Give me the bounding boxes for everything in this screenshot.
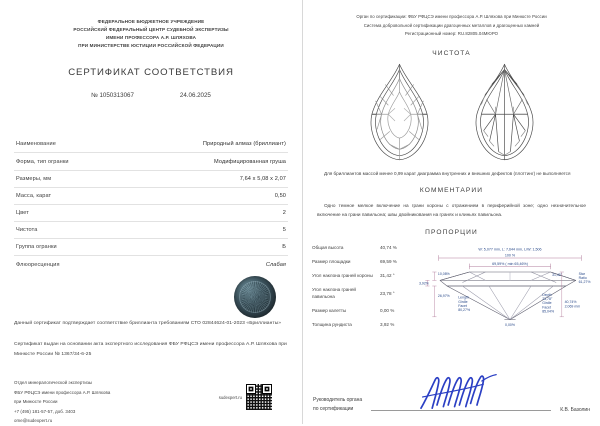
right-panel	[303, 0, 600, 424]
prop-value: 69,59 %	[380, 259, 397, 265]
org-line-4: ПРИ МИНИСТЕРСТВЕ ЮСТИЦИИ РОССИЙСКОЙ ФЕДЕРАЦИИ	[78, 43, 224, 49]
diagram-crown-angle: 31,42°	[552, 272, 563, 277]
contact-department: Отдел минералогической экспертизы	[14, 380, 93, 386]
diagram-star-ratio-label-2: Ratio	[578, 275, 587, 280]
proportions-table	[311, 242, 415, 333]
spec-value: Б	[282, 244, 286, 251]
signature-row	[313, 396, 590, 415]
signature-label	[313, 396, 362, 415]
legal-statement-basis: Сертификат выдан на основании акта экспертного исследования ФБУ РФЦСЭ имени профессора А.Р. Шляхова при Минюсте России № 1367/34-6-25	[14, 342, 287, 357]
diagram-crown-height: 10,08%	[437, 271, 450, 276]
prop-value: 40,74 %	[380, 245, 397, 251]
diagram-star-ratio-value: 61,27%	[578, 279, 591, 284]
diagram-top-dims: W: 5,077 mm, L: 7,644 mm, L/W: 1,506	[478, 247, 542, 252]
spec-value: Природный алмаз (бриллиант)	[202, 141, 286, 148]
certification-body-header	[311, 13, 592, 39]
certificate-meta	[14, 92, 288, 99]
proportions-technical-diagram	[419, 244, 600, 333]
prop-label: Размер калетты	[312, 308, 347, 314]
spec-label: Наименование	[16, 141, 56, 148]
signature-label-line2: по сертификации	[313, 405, 354, 412]
spec-value: Слабая	[265, 261, 286, 268]
table-row	[311, 305, 415, 319]
prop-label: Угол наклона граней короны	[312, 273, 373, 279]
spec-label: Чистота	[16, 227, 38, 234]
diagram-lower-girdle-label: Length	[458, 295, 469, 300]
certification-body-line: Орган по сертификации: ФБУ РФЦСЭ имени профессора А.Р. Шляхова при Минюсте России	[356, 14, 547, 19]
spec-label: Размеры, мм	[16, 175, 52, 182]
signatory-name: К.В. Базолин	[560, 407, 590, 413]
diagram-girdle-thickness: 3,92%	[419, 281, 429, 286]
diagram-table-size: 69,59% ( min 65,46%)	[492, 261, 528, 266]
org-line-3: ИМЕНИ ПРОФЕССОРА А.Р. ШЛЯХОВА	[105, 35, 197, 41]
diagram-culet: 0,00%	[505, 322, 515, 327]
prop-value: 0,00 %	[380, 308, 395, 314]
prop-value: 3,92 %	[380, 322, 395, 328]
table-row	[14, 204, 288, 221]
table-row	[14, 222, 288, 239]
diamond-crown-diagram-icon	[362, 62, 437, 162]
clarity-note: Для бриллиантов массой менее 0,99 карат диаграмма внутренних и внешних дефектов (плоттинг) не выполняется	[324, 170, 571, 176]
table-row	[14, 153, 288, 170]
diagram-pavilion-depth: 26,97%	[437, 293, 450, 298]
diagram-lower-girdle-value: 80,27%	[458, 307, 471, 312]
prop-label: Толщина рундиста	[312, 322, 352, 328]
certificate-number: № 1050313067	[91, 92, 134, 100]
diagram-pavilion-angle: 23,78°	[542, 296, 553, 301]
diamond-pavilion-diagram-icon	[467, 62, 542, 162]
diagram-upper-girdle-label-2: Girdle	[542, 300, 552, 305]
contact-phone: +7 (495) 181-57-57, доб. 3403	[14, 408, 76, 414]
diagram-star-ratio-label: Star	[578, 271, 586, 276]
qr-block	[219, 384, 272, 410]
legal-statement-conformity: Данный сертификат подтверждает соответствие бриллианта требованиям СТО 02844624-01-2023 «Бриллианты»	[14, 320, 282, 326]
organization-header	[14, 18, 288, 50]
prop-label: Размер площадки	[312, 259, 351, 265]
specification-table	[14, 136, 288, 273]
prop-label: Угол наклона граней павильона	[312, 287, 356, 300]
spec-label: Флюоресценция	[16, 261, 60, 268]
table-row	[14, 239, 288, 256]
table-row	[311, 284, 415, 305]
spec-label: Масса, карат	[16, 192, 52, 199]
diagram-lower-girdle-label-2: Girdle	[458, 299, 468, 304]
table-row	[14, 187, 288, 204]
org-line-2: РОССИЙСКИЙ ФЕДЕРАЛЬНЫЙ ЦЕНТР СУДЕБНОЙ ЭКСПЕРТИЗЫ	[73, 27, 229, 33]
proportions-area	[311, 242, 592, 333]
diagram-upper-girdle-value: 85,04%	[542, 309, 555, 314]
contact-email: ome@sudexpert.ru	[14, 418, 53, 424]
holographic-seal	[234, 276, 276, 318]
spec-value: 0,50	[274, 192, 286, 199]
section-title-comments: КОММЕНТАРИИ	[419, 186, 484, 194]
spec-label: Группа огранки	[16, 244, 57, 251]
contact-block	[14, 378, 110, 425]
qr-website-label: sudexpert.ru	[218, 394, 242, 400]
table-row	[14, 256, 288, 273]
diagram-total-depth: 40,74%	[564, 299, 577, 304]
certificate-title: СЕРТИФИКАТ СООТВЕТСТВИЯ	[68, 67, 234, 79]
table-row	[311, 242, 415, 256]
spec-label: Форма, тип огранки	[16, 158, 69, 165]
signature-label-line1: Руководитель органа	[313, 396, 363, 403]
registration-number-line: Регистрационный номер: RU.82805.04МЮРО	[404, 31, 499, 37]
qr-code-icon[interactable]	[246, 384, 272, 410]
spec-value: 2	[282, 210, 286, 217]
table-row	[14, 170, 288, 187]
table-row	[14, 136, 288, 153]
signature-line	[371, 409, 551, 411]
contact-organization: ФБУ РФЦСЭ имени профессора А.Р. Шляхова	[14, 389, 111, 395]
spec-value: 7,64 x 5,08 x 2,07	[239, 175, 286, 182]
clarity-diagrams	[311, 62, 592, 162]
section-title-clarity: ЧИСТОТА	[432, 49, 471, 57]
section-title-proportions: ПРОПОРЦИИ	[425, 228, 478, 236]
diamond-profile-diagram-icon	[419, 244, 600, 328]
diagram-total-width: 100 %	[504, 253, 516, 258]
diagram-lower-girdle-label-3: Facet	[458, 303, 467, 308]
footer-row	[14, 378, 288, 425]
voluntary-system-line: Система добровольной сертификации драгоценных металлов и драгоценных камней	[363, 22, 540, 28]
diagram-upper-girdle-label-3: Facet	[542, 305, 551, 310]
spec-value: Модифицированная груша	[214, 158, 286, 165]
org-line-1: ФЕДЕРАЛЬНОЕ БЮДЖЕТНОЕ УЧРЕЖДЕНИЕ	[97, 19, 205, 24]
prop-value: 31,42 °	[380, 273, 395, 279]
comments-text: Одно темное мелкое включение на грани короны с отражением в периферийной зоне; одно незначительное включение на грани павильона; швы двойникования на гранях и клиньях павильона.	[317, 202, 586, 218]
diagram-upper-girdle-label: Depth	[542, 292, 552, 297]
prop-label: Общая высота	[312, 245, 344, 251]
spec-value: 5	[282, 227, 286, 234]
contact-ministry: при Минюсте России	[14, 399, 58, 405]
table-row	[311, 319, 415, 333]
prop-value: 23,78 °	[380, 290, 395, 296]
spec-label: Цвет	[16, 210, 29, 217]
diagram-total-depth-mm: 2,069 mm	[564, 304, 581, 309]
table-row	[311, 270, 415, 284]
table-row	[311, 256, 415, 270]
handwritten-signature-icon	[413, 373, 509, 413]
certificate-date: 24.06.2025	[179, 92, 211, 100]
